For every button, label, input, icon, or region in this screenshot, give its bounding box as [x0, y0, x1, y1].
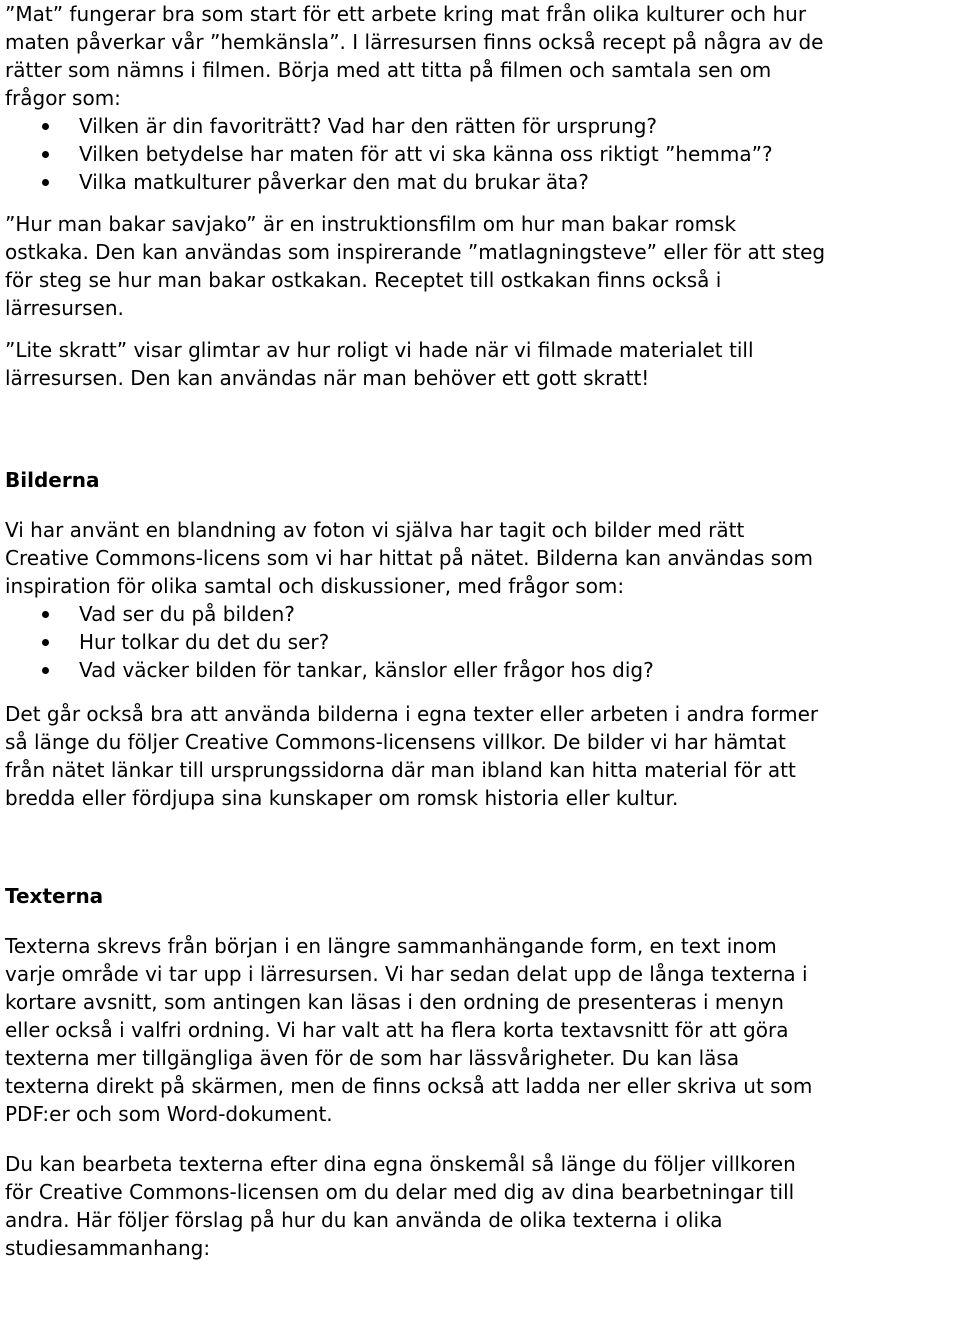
bullet-icon — [42, 151, 49, 158]
list-item-text: Vad väcker bilden för tankar, känslor eller frågor hos dig? — [79, 658, 654, 682]
list-item-text: Hur tolkar du det du ser? — [79, 630, 330, 654]
list-item — [5, 168, 957, 196]
list-item — [5, 140, 957, 168]
bilderna-paragraph-2: Det går också bra att använda bilderna i egna texter eller arbeten i andra former så länge du följer Creative Commons-licensens villkor. De bilder vi har hämtat från nätet länkar till ursprungssidorna där man ibland kan hitta material för att bredda eller fördjupa sina kunskaper om romsk historia eller kultur. — [5, 702, 819, 810]
bullet-icon — [42, 639, 49, 646]
list-item-text: Vad ser du på bilden? — [79, 602, 295, 626]
bullet-icon — [42, 611, 49, 618]
list-item — [5, 656, 957, 684]
bullet-icon — [42, 123, 49, 130]
bullet-icon — [42, 179, 49, 186]
intro-paragraph: ”Mat” fungerar bra som start för ett arbete kring mat från olika kulturer och hur maten påverkar vår ”hemkänsla”. I lärresursen finns också recept på några av de rätter som nämns i filmen. Börja med att titta på filmen och samtala sen om frågor som: — [5, 2, 824, 110]
bilderna-paragraph: Vi har använt en blandning av foton vi själva har tagit och bilder med rätt Creative Commons-licens som vi har hittat på nätet. Bilderna kan användas som inspiration för olika samtal och diskussioner, med frågor som: — [5, 518, 813, 598]
list-item — [5, 600, 957, 628]
texterna-paragraph-2: Du kan bearbeta texterna efter dina egna önskemål så länge du följer villkoren för Creative Commons-licensen om du delar med dig av dina bearbetningar till andra. Här följer förslag på hur du kan använda de olika texterna i olika studiesammanhang: — [5, 1152, 796, 1260]
list-item — [5, 112, 957, 140]
list-item-text: Vilken betydelse har maten för att vi ska känna oss riktigt ”hemma”? — [79, 142, 773, 166]
film-paragraph: ”Hur man bakar savjako” är en instruktionsfilm om hur man bakar romsk ostkaka. Den kan användas som inspirerande ”matlagningsteve” eller för att steg för steg se hur man bakar ostkakan. Receptet till ostkakan finns också i lärresursen. — [5, 212, 826, 320]
list-item-text: Vilken är din favoriträtt? Vad har den rätten för ursprung? — [79, 114, 658, 138]
texterna-heading: Texterna — [5, 884, 104, 908]
bilderna-question-list — [5, 600, 957, 684]
document-page — [5, 0, 957, 1262]
intro-question-list — [5, 112, 957, 196]
bilderna-heading: Bilderna — [5, 468, 100, 492]
texterna-paragraph-1: Texterna skrevs från början i en längre sammanhängande form, en text inom varje område vi tar upp i lärresursen. Vi har sedan delat upp de långa texterna i kortare avsnitt, som antingen kan läsas i den ordning de presenteras i menyn eller också i valfri ordning. Vi har valt att ha flera korta textavsnitt för att göra texterna mer tillgängliga även för de som har lässvårigheter. Du kan läsa texterna direkt på skärmen, men de finns också att ladda ner eller skriva ut som PDF:er och som Word-dokument. — [5, 934, 813, 1126]
list-item — [5, 628, 957, 656]
bullet-icon — [42, 667, 49, 674]
lite-skratt-paragraph: ”Lite skratt” visar glimtar av hur roligt vi hade när vi filmade materialet till lärresursen. Den kan användas när man behöver ett gott skratt! — [5, 338, 754, 390]
list-item-text: Vilka matkulturer påverkar den mat du brukar äta? — [79, 170, 589, 194]
